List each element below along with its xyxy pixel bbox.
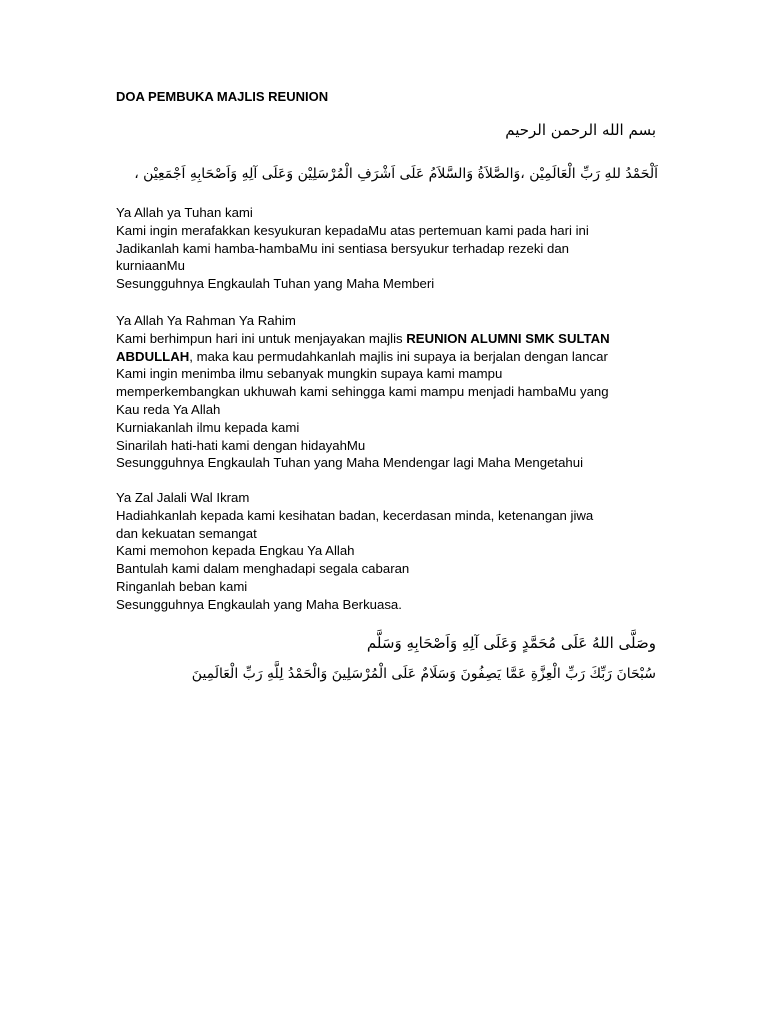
paragraph-line: Sinarilah hati-hati kami dengan hidayahMu (116, 437, 366, 453)
document-title: DOA PEMBUKA MAJLIS REUNION (116, 89, 329, 104)
paragraph-line: Bantulah kami dalam menghadapi segala cabaran (116, 561, 410, 577)
arabic-opening-praise: اَلْحَمْدُ للهِ رَبِّ الْعَالَمِيْن ،وَالصَّلاَةُ وَالسَّلاَمُ عَلَى اَشْرَفِ الْمُرْسَلِيْن وَعَلَى آلِهِ وَاَصْحَابِهِ اَجْمَعِيْن ، (134, 166, 658, 182)
arabic-closing-salawat: وصَلَّى اللهُ عَلَى مُحَمَّدٍ وَعَلَى آلِهِ وَاَصْحَابِهِ وَسَلَّم (366, 634, 656, 652)
paragraph-line: kurniaanMu (116, 258, 185, 274)
paragraph-line (116, 348, 656, 366)
prayer-paragraph-1 (116, 204, 656, 293)
paragraph-line (116, 330, 656, 348)
paragraph-line: Kami ingin menimba ilmu sebanyak mungkin supaya kami mampu (116, 366, 503, 382)
paragraph-line: Kami ingin merafakkan kesyukuran kepadaMu atas pertemuan kami pada hari ini (116, 222, 589, 238)
event-name-bold: REUNION ALUMNI SMK SULTAN (406, 330, 610, 346)
paragraph-line: Kami memohon kepada Engkau Ya Allah (116, 543, 355, 559)
paragraph-line: Kau reda Ya Allah (116, 401, 221, 417)
paragraph-line: Jadikanlah kami hamba-hambaMu ini sentiasa bersyukur terhadap rezeki dan (116, 240, 570, 256)
paragraph-line: Sesungguhnya Engkaulah yang Maha Berkuasa. (116, 596, 402, 612)
prayer-paragraph-2 (116, 312, 656, 472)
event-name-bold: ABDULLAH (116, 348, 190, 364)
paragraph-line: Kurniakanlah ilmu kepada kami (116, 419, 300, 435)
paragraph-line: Ya Allah ya Tuhan kami (116, 205, 253, 220)
paragraph-text: Kami berhimpun hari ini untuk menjayakan majlis (116, 330, 407, 346)
paragraph-line: Sesungguhnya Engkaulah Tuhan yang Maha Memberi (116, 276, 435, 292)
paragraph-line: Ya Allah Ya Rahman Ya Rahim (116, 313, 296, 328)
paragraph-line: Hadiahkanlah kepada kami kesihatan badan, kecerdasan minda, ketenangan jiwa (116, 507, 594, 523)
prayer-paragraph-3 (116, 489, 656, 614)
paragraph-line: Ya Zal Jalali Wal Ikram (116, 490, 250, 505)
paragraph-line: memperkembangkan ukhuwah kami sehingga kami mampu menjadi hambaMu yang (116, 384, 609, 400)
arabic-bismillah: بسم الله الرحمن الرحيم (505, 121, 656, 139)
paragraph-text: , maka kau permudahkanlah majlis ini supaya ia berjalan dengan lancar (189, 348, 608, 364)
paragraph-line: dan kekuatan semangat (116, 525, 257, 541)
arabic-closing-tasbih: سُبْحَانَ رَبِّكَ رَبِّ الْعِزَّةِ عَمَّا يَصِفُونَ وَسَلَامٌ عَلَى الْمُرْسَلِينَ وَالْحَمْدُ لِلَّهِ رَبِّ الْعَالَمِينَ (191, 666, 656, 682)
paragraph-line: Ringanlah beban kami (116, 578, 248, 594)
paragraph-line: Sesungguhnya Engkaulah Tuhan yang Maha Mendengar lagi Maha Mengetahui (116, 455, 584, 471)
